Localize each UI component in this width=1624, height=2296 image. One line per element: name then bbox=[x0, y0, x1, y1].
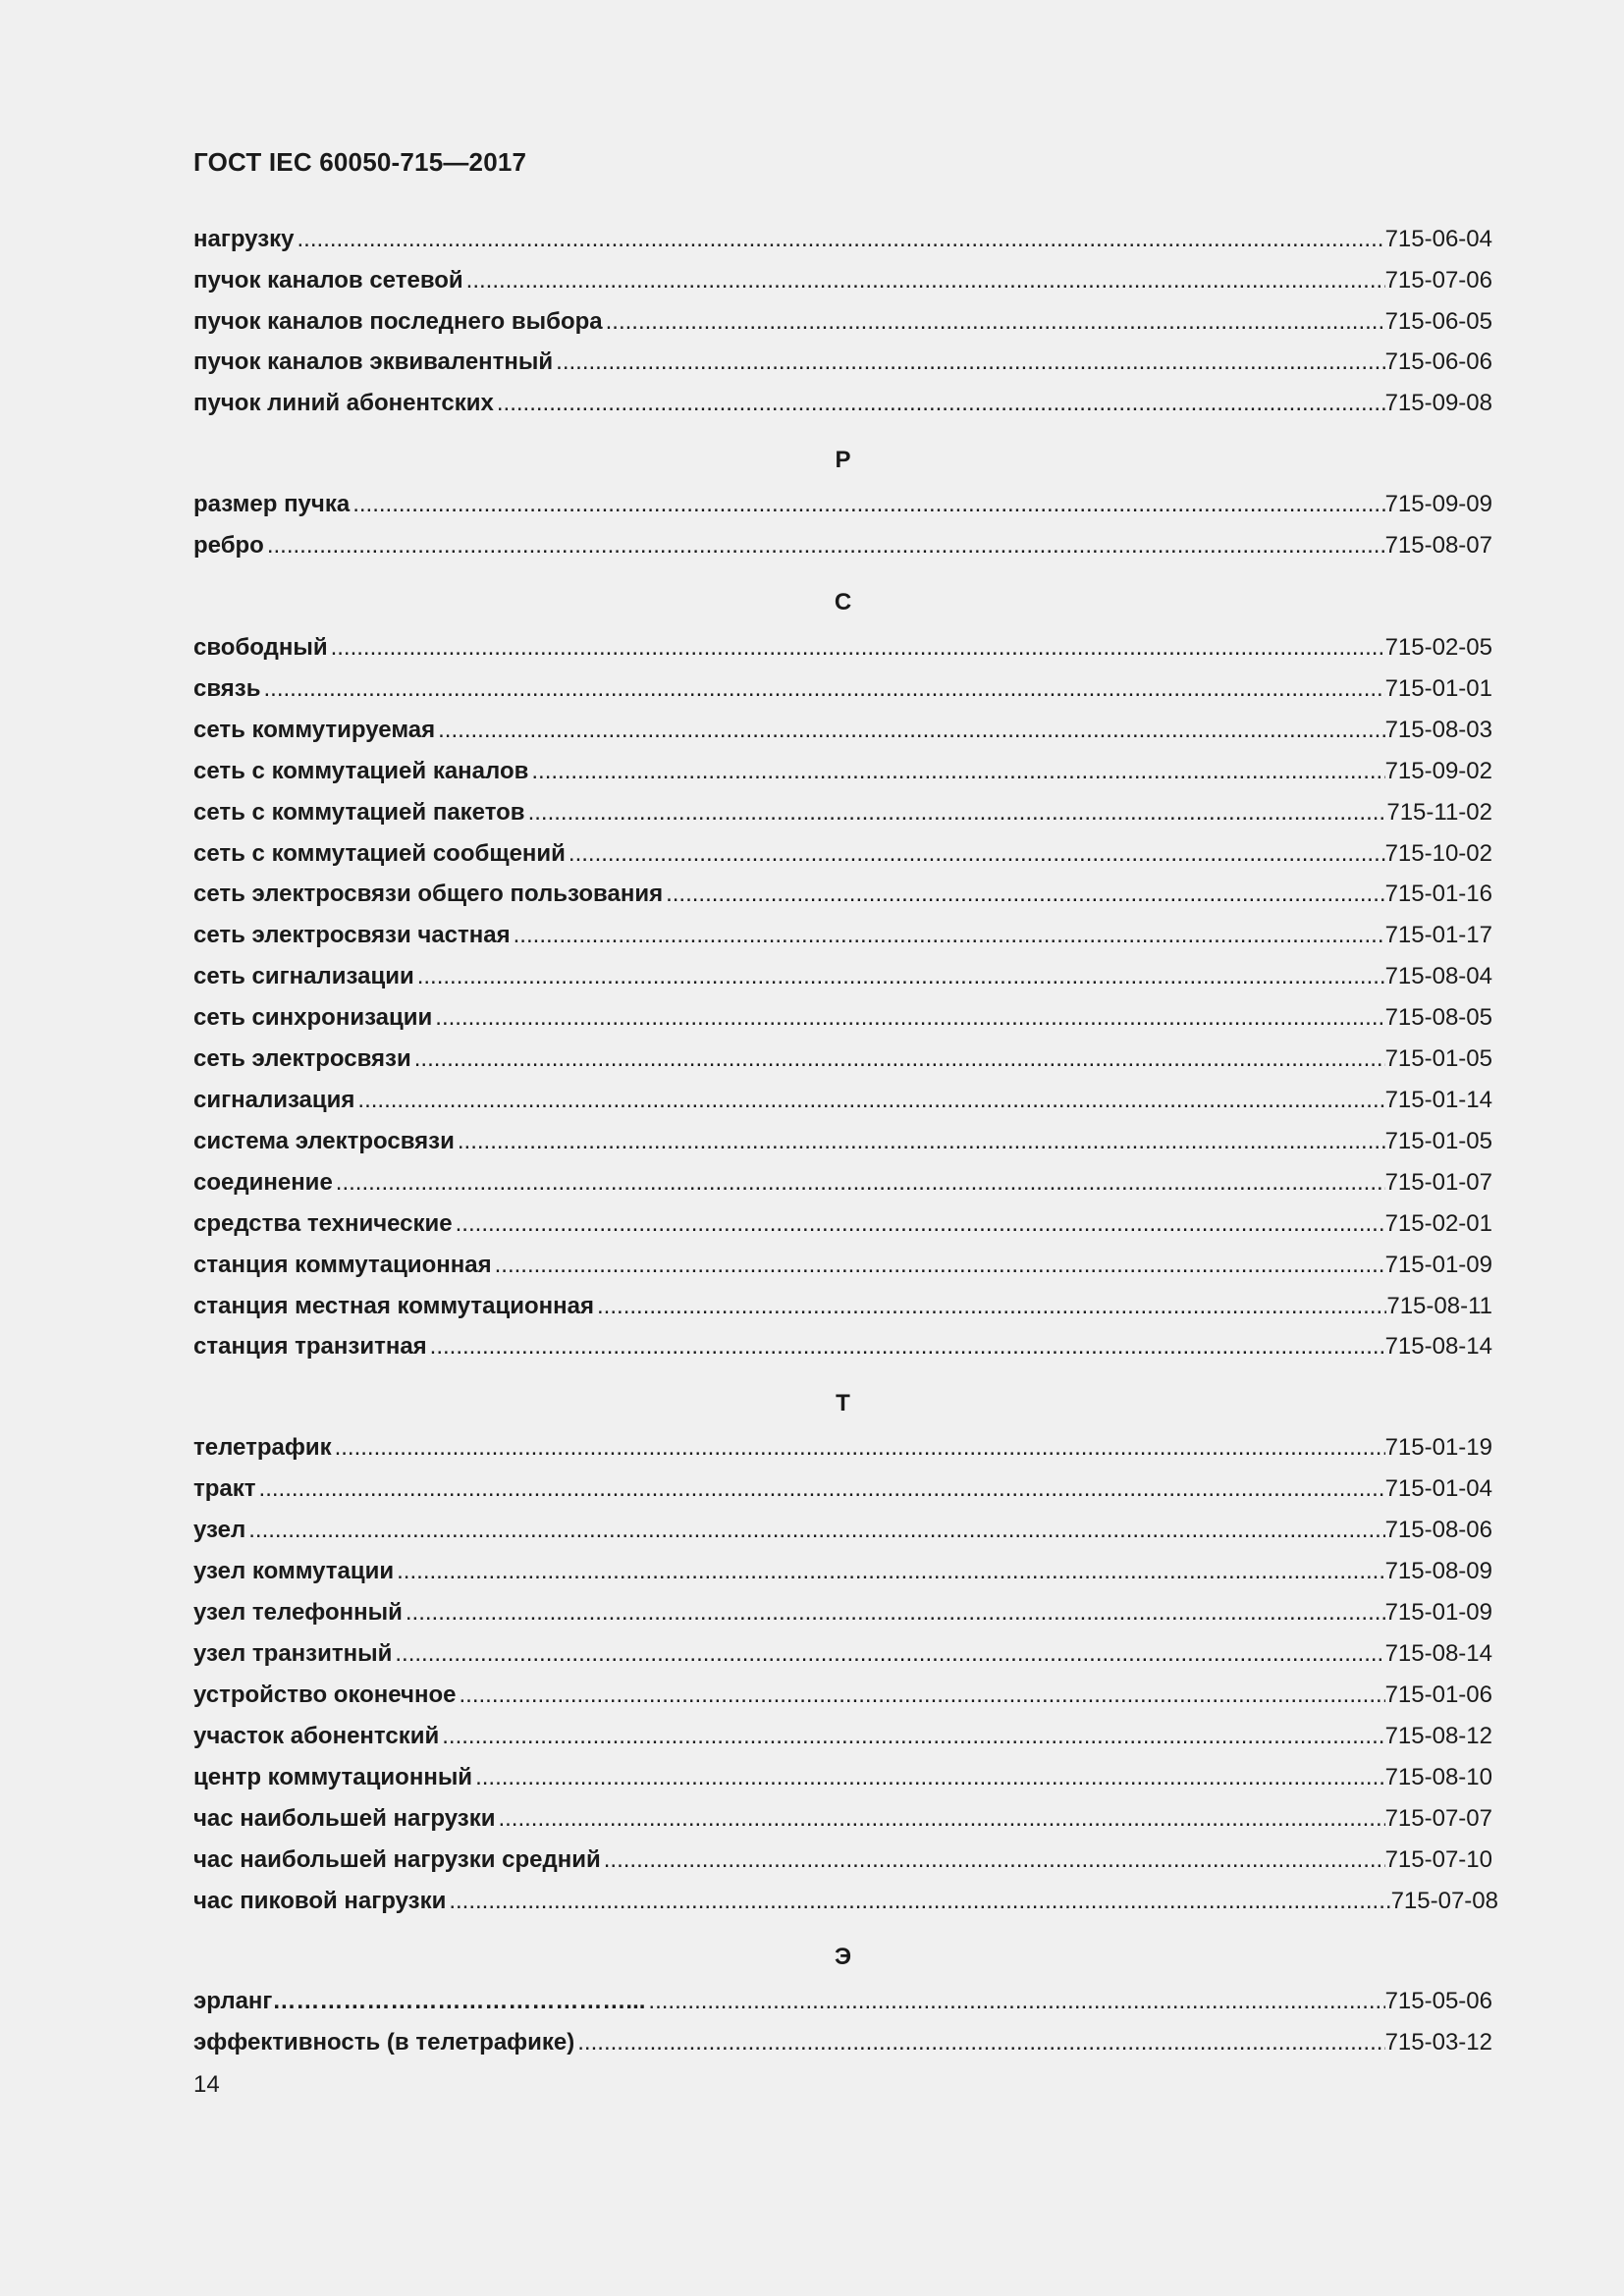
entry-term: свободный bbox=[193, 634, 328, 661]
entry-code: 715-02-01 bbox=[1384, 1210, 1492, 1237]
dot-leader bbox=[606, 308, 1385, 336]
index-entry bbox=[193, 799, 1492, 832]
entry-term: связь bbox=[193, 675, 261, 702]
dot-leader bbox=[263, 675, 1384, 703]
entry-term: сеть с коммутацией пакетов bbox=[193, 799, 525, 826]
entry-term: узел транзитный bbox=[193, 1640, 393, 1667]
entry-code: 715-01-07 bbox=[1384, 1169, 1492, 1196]
index-entry bbox=[193, 1169, 1492, 1202]
section-letter: Т bbox=[836, 1390, 850, 1416]
entry-code: 715-07-07 bbox=[1384, 1805, 1492, 1832]
entry-code: 715-06-06 bbox=[1384, 348, 1492, 375]
entry-term: сеть сигнализации bbox=[193, 963, 414, 989]
entry-code: 715-01-05 bbox=[1384, 1045, 1492, 1072]
entry-term: сигнализация bbox=[193, 1087, 355, 1113]
dot-leader bbox=[577, 2029, 1384, 2056]
entry-code: 715-08-05 bbox=[1384, 1004, 1492, 1031]
entry-term: сеть синхронизации bbox=[193, 1004, 433, 1031]
dot-leader bbox=[475, 1764, 1385, 1791]
dot-leader bbox=[267, 532, 1385, 560]
dot-leader bbox=[406, 1599, 1385, 1627]
dot-leader bbox=[435, 1004, 1384, 1032]
entry-code: 715-07-10 bbox=[1384, 1846, 1492, 1873]
entry-term: сеть коммутируемая bbox=[193, 717, 436, 743]
entry-term: тракт bbox=[193, 1475, 256, 1502]
dot-leader bbox=[336, 1169, 1385, 1197]
entry-code: 715-01-05 bbox=[1384, 1128, 1492, 1154]
entry-term: средства технические bbox=[193, 1210, 453, 1237]
dot-leader bbox=[456, 1210, 1385, 1238]
entry-code: 715-06-05 bbox=[1384, 308, 1492, 335]
index-entry bbox=[193, 532, 1492, 565]
index-entry bbox=[193, 1558, 1492, 1591]
entry-code: 715-08-12 bbox=[1384, 1723, 1492, 1749]
entry-code: 715-08-14 bbox=[1384, 1640, 1492, 1667]
entry-term: станция транзитная bbox=[193, 1333, 427, 1360]
index-entry bbox=[193, 491, 1492, 524]
entry-code: 715-09-02 bbox=[1384, 758, 1492, 784]
index-entry bbox=[193, 1599, 1492, 1632]
entry-code: 715-01-16 bbox=[1384, 881, 1492, 907]
index-entry bbox=[193, 1475, 1492, 1509]
entry-code: 715-01-06 bbox=[1384, 1682, 1492, 1708]
dot-leader bbox=[597, 1293, 1386, 1320]
entry-term: узел bbox=[193, 1517, 246, 1543]
entry-code: 715-08-07 bbox=[1384, 532, 1492, 559]
entry-code: 715-05-06 bbox=[1384, 1988, 1492, 2014]
entry-term: сеть электросвязи частная bbox=[193, 922, 511, 948]
dot-leader bbox=[430, 1333, 1385, 1361]
entry-code: 715-03-12 bbox=[1384, 2029, 1492, 2056]
index-entry bbox=[193, 267, 1492, 300]
index-entry bbox=[193, 1128, 1492, 1161]
entry-term: телетрафик bbox=[193, 1434, 332, 1461]
index-entry bbox=[193, 1434, 1492, 1468]
index-entry bbox=[193, 390, 1492, 423]
entry-code: 715-08-14 bbox=[1384, 1333, 1492, 1360]
dot-leader bbox=[568, 840, 1385, 868]
dot-leader bbox=[414, 1045, 1385, 1073]
entry-code: 715-07-06 bbox=[1384, 267, 1492, 294]
entry-code: 715-08-10 bbox=[1384, 1764, 1492, 1790]
entry-code: 715-01-01 bbox=[1384, 675, 1492, 702]
index-entry bbox=[193, 840, 1492, 874]
index-entry bbox=[193, 675, 1492, 709]
index-entry bbox=[193, 1087, 1492, 1120]
index-entry bbox=[193, 717, 1492, 750]
index-entry bbox=[193, 226, 1492, 259]
dot-leader bbox=[397, 1558, 1384, 1585]
entry-term: размер пучка bbox=[193, 491, 351, 517]
entry-code: 715-09-09 bbox=[1384, 491, 1492, 517]
entry-code: 715-06-04 bbox=[1384, 226, 1492, 252]
entry-code: 715-11-02 bbox=[1386, 799, 1492, 826]
entry-code: 715-09-08 bbox=[1384, 390, 1492, 416]
entry-term: нагрузку bbox=[193, 226, 295, 252]
entry-term: пучок каналов сетевой bbox=[193, 267, 463, 294]
index-entry bbox=[193, 1764, 1492, 1797]
index-entry bbox=[193, 881, 1492, 914]
entry-term: эффективность (в телетрафике) bbox=[193, 2029, 575, 2056]
dot-leader bbox=[604, 1846, 1385, 1874]
dot-leader bbox=[528, 799, 1387, 827]
index-entry bbox=[193, 1293, 1492, 1326]
dot-leader bbox=[449, 1888, 1390, 1915]
entry-term: соединение bbox=[193, 1169, 333, 1196]
dot-leader bbox=[417, 963, 1385, 990]
entry-code: 715-01-04 bbox=[1384, 1475, 1492, 1502]
section-letter: С bbox=[834, 589, 852, 615]
entry-term: устройство оконечное bbox=[193, 1682, 457, 1708]
index-entry bbox=[193, 348, 1492, 382]
dot-leader bbox=[357, 1087, 1384, 1114]
index-entry bbox=[193, 1805, 1492, 1839]
index-entry bbox=[193, 1252, 1492, 1285]
dot-leader bbox=[442, 1723, 1384, 1750]
entry-code: 715-01-14 bbox=[1384, 1087, 1492, 1113]
entry-term: час наибольшей нагрузки bbox=[193, 1805, 496, 1832]
entry-term: узел коммутации bbox=[193, 1558, 395, 1584]
entry-code: 715-08-04 bbox=[1384, 963, 1492, 989]
entry-term: сеть электросвязи общего пользования bbox=[193, 881, 664, 907]
index-entry bbox=[193, 1682, 1492, 1715]
entry-term: узел телефонный bbox=[193, 1599, 403, 1626]
entry-code: 715-08-03 bbox=[1384, 717, 1492, 743]
dot-leader bbox=[259, 1475, 1385, 1503]
dot-leader bbox=[497, 390, 1385, 417]
index-entry bbox=[193, 1723, 1492, 1756]
entry-term: станция коммутационная bbox=[193, 1252, 492, 1278]
entry-code: 715-01-17 bbox=[1384, 922, 1492, 948]
index-entry bbox=[193, 922, 1492, 955]
page-number: 14 bbox=[193, 2071, 220, 2098]
dot-leader bbox=[395, 1640, 1384, 1668]
dot-leader bbox=[335, 1434, 1385, 1462]
dot-leader bbox=[466, 267, 1385, 294]
index-entry bbox=[193, 758, 1492, 791]
dot-leader bbox=[556, 348, 1384, 376]
dot-leader bbox=[331, 634, 1385, 662]
entry-code: 715-07-08 bbox=[1390, 1888, 1498, 1914]
index-entry bbox=[193, 1333, 1492, 1366]
entry-term: центр коммутационный bbox=[193, 1764, 473, 1790]
entry-term: система электросвязи bbox=[193, 1128, 455, 1154]
entry-code: 715-02-05 bbox=[1384, 634, 1492, 661]
dot-leader bbox=[648, 1988, 1384, 2015]
entry-code: 715-01-09 bbox=[1384, 1599, 1492, 1626]
entry-term: эрланг………………………………………... bbox=[193, 1988, 646, 2014]
index-entry bbox=[193, 1004, 1492, 1038]
entry-term: пучок каналов последнего выбора bbox=[193, 308, 603, 335]
entry-term: час пиковой нагрузки bbox=[193, 1888, 447, 1914]
entry-term: сеть с коммутацией каналов bbox=[193, 758, 529, 784]
index-entry bbox=[193, 963, 1492, 996]
entry-term: сеть с коммутацией сообщений bbox=[193, 840, 566, 867]
dot-leader bbox=[458, 1128, 1385, 1155]
dot-leader bbox=[438, 717, 1384, 744]
entry-code: 715-08-11 bbox=[1386, 1293, 1492, 1319]
entry-term: пучок каналов эквивалентный bbox=[193, 348, 554, 375]
dot-leader bbox=[460, 1682, 1385, 1709]
index-entry bbox=[193, 1517, 1492, 1550]
index-entry bbox=[193, 1846, 1492, 1880]
entry-term: станция местная коммутационная bbox=[193, 1293, 595, 1319]
dot-leader bbox=[514, 922, 1385, 949]
entry-term: ребро bbox=[193, 532, 264, 559]
dot-leader bbox=[248, 1517, 1384, 1544]
index-entry bbox=[193, 1888, 1498, 1921]
index-entry bbox=[193, 2029, 1492, 2062]
entry-code: 715-10-02 bbox=[1384, 840, 1492, 867]
index-entry bbox=[193, 1988, 1492, 2021]
dot-leader bbox=[352, 491, 1384, 518]
entry-code: 715-01-19 bbox=[1384, 1434, 1492, 1461]
dot-leader bbox=[498, 1805, 1384, 1833]
section-letter: Э bbox=[834, 1944, 852, 1970]
index-entry bbox=[193, 308, 1492, 342]
entry-code: 715-01-09 bbox=[1384, 1252, 1492, 1278]
index-entry bbox=[193, 1210, 1492, 1244]
dot-leader bbox=[531, 758, 1384, 785]
entry-code: 715-08-09 bbox=[1384, 1558, 1492, 1584]
index-entry bbox=[193, 634, 1492, 667]
entry-term: пучок линий абонентских bbox=[193, 390, 494, 416]
dot-leader bbox=[298, 226, 1385, 253]
entry-term: сеть электросвязи bbox=[193, 1045, 411, 1072]
entry-term: час наибольшей нагрузки средний bbox=[193, 1846, 601, 1873]
entry-code: 715-08-06 bbox=[1384, 1517, 1492, 1543]
dot-leader bbox=[666, 881, 1385, 908]
entry-term: участок абонентский bbox=[193, 1723, 440, 1749]
index-entry bbox=[193, 1045, 1492, 1079]
index-entry bbox=[193, 1640, 1492, 1674]
dot-leader bbox=[495, 1252, 1385, 1279]
document-header: ГОСТ IEC 60050-715—2017 bbox=[193, 147, 527, 177]
section-letter: Р bbox=[835, 447, 851, 473]
